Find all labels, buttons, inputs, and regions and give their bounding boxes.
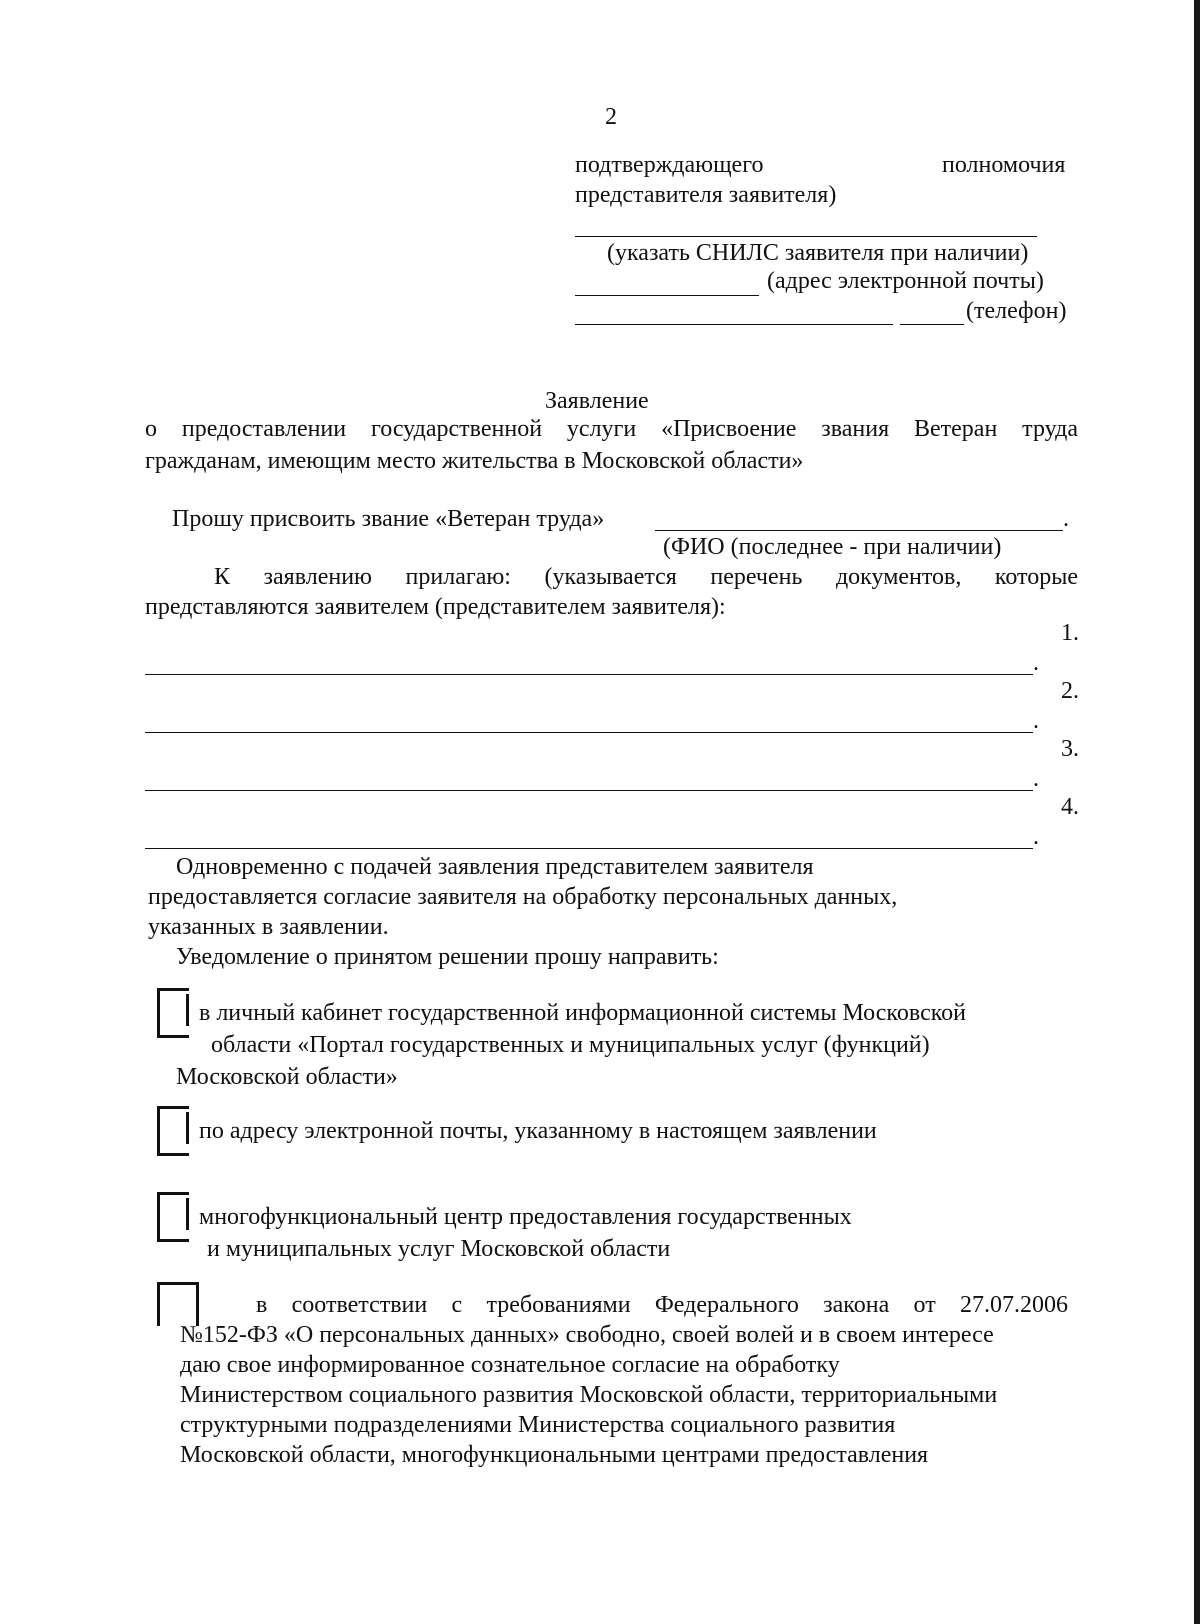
attachment-period-1: . — [1033, 650, 1039, 676]
email-caption: (адрес электронной почты) — [767, 268, 1044, 294]
consent-line1: Одновременно с подачей заявления представителем заявителя — [176, 854, 814, 880]
header-line1-right: полномочия — [942, 152, 1066, 178]
checkbox-email[interactable] — [157, 1106, 189, 1156]
attachment-period-2: . — [1033, 708, 1039, 734]
header-line2: представителя заявителя) — [575, 182, 837, 208]
blank-line-snils[interactable] — [575, 236, 1037, 237]
document-title: Заявление — [545, 388, 649, 414]
law-line3: даю свое информированное сознательное согласие на обработку — [180, 1352, 840, 1378]
opt1-line3: Московской области» — [176, 1064, 398, 1090]
checkbox-mfc[interactable] — [157, 1192, 189, 1242]
attachment-number-3: 3. — [1061, 736, 1079, 762]
opt1-line2: области «Портал государственных и муниципальных услуг (функций) — [211, 1032, 930, 1058]
attachment-line-4[interactable] — [145, 848, 1033, 849]
attachment-number-1: 1. — [1061, 620, 1079, 646]
attachment-number-2: 2. — [1061, 678, 1079, 704]
scan-edge — [1194, 0, 1200, 1624]
subtitle-line1: о предоставлении государственной услуги «Присвоение звания Ветеран труда — [145, 416, 1078, 442]
consent-line3: указанных в заявлении. — [148, 914, 389, 940]
attachment-period-3: . — [1033, 766, 1039, 792]
blank-line-email[interactable] — [575, 295, 759, 296]
opt2-text: по адресу электронной почты, указанному в настоящем заявлении — [199, 1118, 877, 1144]
opt3-line1: многофункциональный центр предоставления государственных — [199, 1204, 852, 1230]
attachment-line-3[interactable] — [145, 790, 1033, 791]
blank-line-phone[interactable] — [900, 324, 964, 325]
law-line5: структурными подразделениями Министерства социального развития — [180, 1412, 896, 1438]
opt1-line1: в личный кабинет государственной информационной системы Московской — [199, 1000, 967, 1026]
law-line2: №152-ФЗ «О персональных данных» свободно, своей волей и в своем интересе — [180, 1322, 994, 1348]
subtitle-line2: гражданам, имеющим место жительства в Московской области» — [145, 448, 804, 474]
checkbox-personal-account[interactable] — [157, 988, 189, 1038]
attachment-line-1[interactable] — [145, 674, 1033, 675]
attachment-period-4: . — [1033, 824, 1039, 850]
law-line1: в соответствии с требованиями Федерального закона от 27.07.2006 — [256, 1292, 1068, 1318]
consent-line2: предоставляется согласие заявителя на обработку персональных данных, — [148, 884, 898, 910]
request-period: . — [1063, 506, 1069, 532]
page-number: 2 — [605, 104, 617, 130]
law-line6: Московской области, многофункциональными центрами предоставления — [180, 1442, 929, 1468]
fio-caption: (ФИО (последнее - при наличии) — [663, 534, 1002, 560]
attach-line2: представляются заявителем (представителем заявителя): — [145, 594, 726, 620]
header-line1-left: подтверждающего — [575, 152, 764, 178]
phone-caption: (телефон) — [966, 298, 1067, 324]
attachment-line-2[interactable] — [145, 732, 1033, 733]
attach-line1: К заявлению прилагаю: (указывается перечень документов, которые — [214, 564, 1078, 590]
law-line4: Министерством социального развития Московской области, территориальными — [180, 1382, 998, 1408]
opt3-line2: и муниципальных услуг Московской области — [207, 1236, 671, 1262]
request-text: Прошу присвоить звание «Ветеран труда» — [172, 506, 605, 532]
attachment-number-4: 4. — [1061, 794, 1079, 820]
snils-caption: (указать СНИЛС заявителя при наличии) — [607, 240, 1029, 266]
blank-line-name[interactable] — [575, 324, 893, 325]
notify-heading: Уведомление о принятом решении прошу направить: — [176, 944, 719, 970]
blank-line-fio[interactable] — [655, 530, 1063, 531]
